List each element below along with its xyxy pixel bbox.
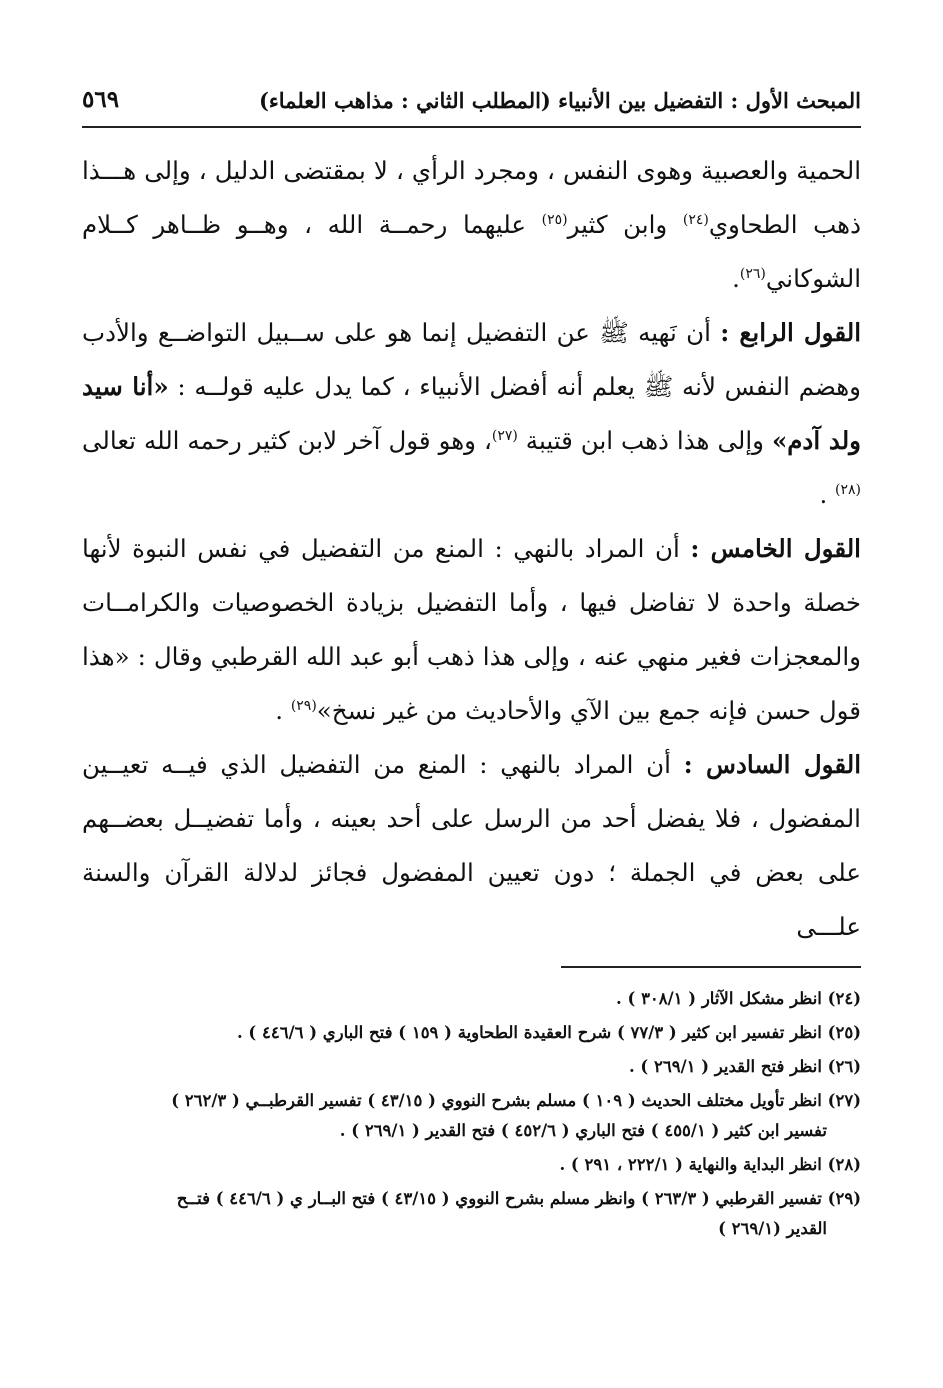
section-heading: القول السادس : — [683, 750, 862, 779]
footnote — [82, 1052, 861, 1082]
page-header — [82, 82, 861, 128]
footnote-text: (٢٥) انظر تفسير ابن كثير ( ٧٧/٣ ) شرح العقيدة الطحاوية ( ١٥٩ ) فتح الباري ( ٤٤٦/٦ ) . — [236, 1023, 861, 1042]
text-run: أن نَهيه ﷺ عن التفضيل إنما هو على ســبيل التواضــع والأدب وهضم النفس لأنه ﷺ يعلم أنه أفضل الأنبياء ، كما يدل عليه قولــه : — [82, 318, 861, 401]
text-run: الحمية والعصبية وهوى النفس ، ومجرد الرأي ، لا بمقتضى الدليل ، وإلى هـــذا ذهب الطحاوي — [82, 156, 861, 239]
text-run: وإلى هذا ذهب ابن قتيبة — [517, 426, 772, 455]
text-run: أن المراد بالنهي : المنع من التفضيل في نفس النبوة لأنها خصلة واحدة لا تفاضل فيها ، وأما التفضيل بزيادة الخصوصيات والكرامــات والمعجزات فغير منهي عنه ، وإلى هذا ذهب أبو عبد الله القرطبي وقال : «هذا قول حسن فإنه جمع بين الآي والأحاديث من غير نسخ» — [82, 534, 861, 725]
main-text — [82, 144, 861, 954]
running-title: المبحث الأول : التفضيل بين الأنبياء (المطلب الثاني : مذاهب العلماء) — [258, 88, 861, 113]
footnote-continuation: القدير (٢٦٩/١ ) — [718, 1219, 827, 1238]
footnote-ref: (٢٨) — [835, 481, 861, 498]
footnote-text: (٢٧) انظر تأويل مختلف الحديث ( ١٠٩ ) مسلم بشرح النووي ( ٤٣/١٥ ) تفسير القرطبــي ( ٢٦٢/٣ ) — [171, 1091, 861, 1110]
text-run: وابن كثير — [567, 210, 683, 239]
text-run: ، وهو قول آخر لابن كثير رحمه الله تعالى — [82, 426, 492, 455]
paragraph-1 — [82, 144, 861, 306]
footnote-ref: (٢٦) — [739, 265, 766, 282]
footnote-text: (٢٨) انظر البداية والنهاية ( ٢٢٢/١ ، ٢٩١ ) . — [559, 1155, 861, 1174]
hadith-quote: «أنا سيد ولد آدم» — [82, 372, 861, 455]
paragraph-3 — [82, 522, 861, 738]
footnote — [82, 1184, 861, 1244]
footnote-text: (٢٩) تفسير القرطبي ( ٢٦٣/٣ ) وانظر مسلم بشرح النووي ( ٤٣/١٥ ) فتح البــار ي ( ٤٤٦/٦ ) فتــح — [176, 1189, 861, 1208]
text-run: . — [819, 480, 836, 509]
footnotes — [82, 984, 861, 1248]
footnote — [82, 1150, 861, 1180]
text-run: . — [732, 264, 740, 293]
text-run: . — [275, 696, 291, 725]
footnote-divider — [561, 966, 861, 968]
footnote-ref: (٢٧) — [491, 427, 518, 444]
footnote — [82, 1086, 861, 1146]
footnote-text: (٢٤) انظر مشكل الآثار ( ٣٠٨/١ ) . — [616, 989, 861, 1008]
footnote-text: (٢٦) انظر فتح القدير ( ٢٦٩/١ ) . — [628, 1057, 861, 1076]
footnote — [82, 1018, 861, 1048]
text-run: أن المراد بالنهي : المنع من التفضيل الذي فيــه تعيــين المفضول ، فلا يفضل أحد من الرسل على أحد بعينه ، وأما تفضيــل بعضــهم على بعض في الجملة ؛ دون تعيين المفضول فجائز لدلالة القرآن والسنة علـــى — [82, 750, 861, 941]
text-run: عليهما رحمــة الله ، وهــو ظــاهر كــلام الشوكاني — [82, 210, 861, 293]
section-heading: القول الخامس : — [690, 534, 861, 563]
footnote-ref: (٢٥) — [541, 211, 568, 228]
page-number: ٥٦٩ — [82, 86, 120, 113]
footnote-ref: (٢٩) — [290, 697, 317, 714]
paragraph-2 — [82, 306, 861, 522]
footnote-continuation: تفسير ابن كثير ( ٤٥٥/١ ) فتح الباري ( ٤٥٢/٦ ) فتح القدير ( ٢٦٩/١ ) . — [339, 1121, 827, 1140]
footnote — [82, 984, 861, 1014]
section-heading: القول الرابع : — [720, 318, 862, 347]
footnote-ref: (٢٤) — [682, 211, 709, 228]
paragraph-4 — [82, 738, 861, 954]
